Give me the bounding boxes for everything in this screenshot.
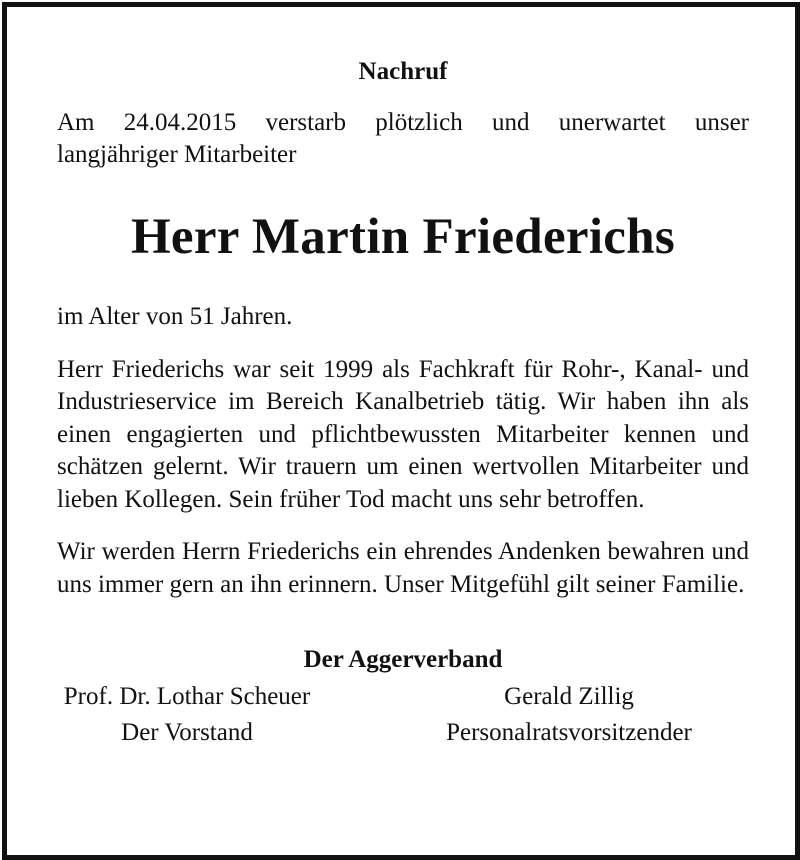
signature-block [57,679,749,751]
signature-right [399,679,739,751]
obituary-heading: Nachruf [358,58,448,85]
signature-left [37,679,337,751]
age-line: im Alter von 51 Jahren. [57,303,293,330]
signatory-left-title: Der Vorstand [121,719,253,746]
intro-text [57,107,749,171]
organization-name: Der Aggerverband [303,646,503,673]
obituary-frame [2,2,800,860]
signatory-right-name: Gerald Zillig [504,683,634,710]
signatory-right-title: Personalratsvorsitzender [446,719,692,746]
obituary-content [57,7,749,751]
remembrance-paragraph: Wir werden Herrn Friederichs ein ehrendes Andenken bewahren und uns immer gern an ihn erinnern. Unser Mitgefühl gilt seiner Familie. [57,538,749,598]
intro-line-2: langjähriger Mitarbeiter [57,141,297,168]
career-paragraph: Herr Friederichs war seit 1999 als Fachkraft für Rohr-, Kanal- und Industrieservice im Bereich Kanalbetrieb tätig. Wir haben ihn als einen engagierten und pflichtbewussten Mitarbeiter kennen und schätzen gelernt. Wir trauern um einen wertvollen Mitarbeiter und lieben Kollegen. Sein früher Tod macht uns sehr betroffen. [57,355,749,513]
signatory-left-name: Prof. Dr. Lothar Scheuer [63,683,311,710]
deceased-name: Herr Martin Friederichs [130,209,676,265]
intro-line-1: Am 24.04.2015 verstarb plötzlich und unerwartet unser [57,109,749,136]
